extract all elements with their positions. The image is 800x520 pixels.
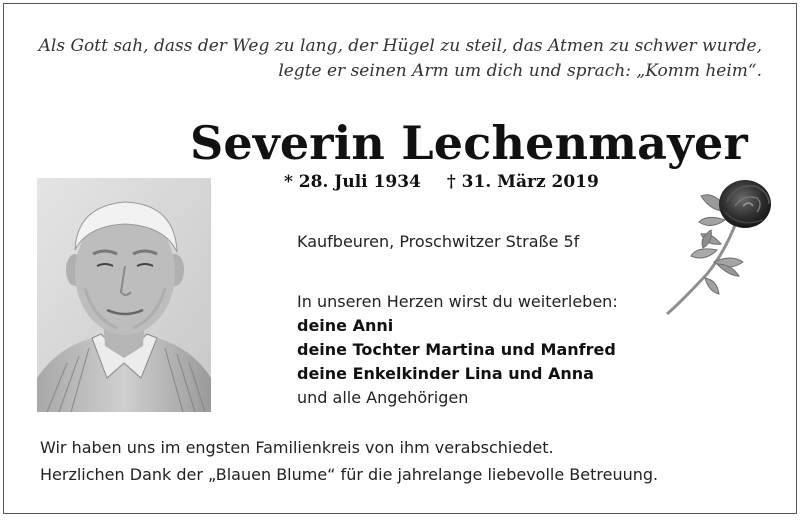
birth-date: * 28. Juli 1934 (284, 172, 421, 192)
mourner-3: deine Enkelkinder Lina und Anna (297, 364, 594, 383)
closing-text (40, 434, 658, 488)
mourners-others: und alle Angehörigen (297, 388, 469, 407)
motto-quote (39, 34, 762, 84)
motto-line-1: Als Gott sah, dass der Weg zu lang, der Hügel zu steil, das Atmen zu schwer wurde, (38, 36, 762, 56)
closing-line-1: Wir haben uns im engsten Familienkreis von ihm verabschiedet. (40, 438, 554, 457)
address: Kaufbeuren, Proschwitzer Straße 5f (297, 232, 580, 251)
deceased-name: Severin Lechenmayer (190, 116, 748, 170)
portrait-photo (37, 178, 211, 412)
death-date: † 31. März 2019 (446, 172, 599, 192)
motto-line-2: legte er seinen Arm um dich und sprach: „Komm heim“. (278, 61, 762, 81)
rose-icon (659, 172, 774, 317)
mourners-block (297, 290, 618, 410)
obituary-notice (3, 3, 797, 514)
mourner-2: deine Tochter Martina und Manfred (297, 340, 616, 359)
closing-line-2: Herzlichen Dank der „Blauen Blume“ für die jahrelange liebevolle Betreuung. (40, 465, 659, 484)
mourners-intro: In unseren Herzen wirst du weiterleben: (297, 292, 618, 311)
life-dates (284, 172, 599, 192)
mourner-1: deine Anni (297, 316, 394, 335)
